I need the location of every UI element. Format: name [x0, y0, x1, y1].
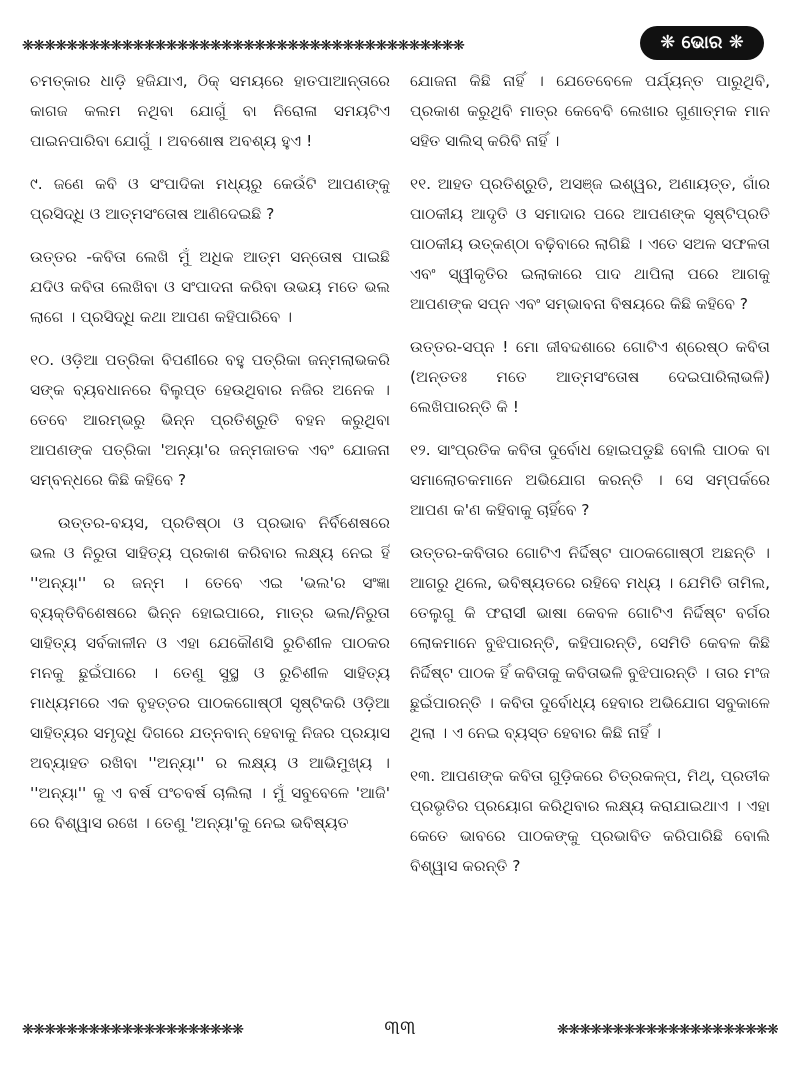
left-column	[30, 66, 390, 976]
answer-11: ଉତ୍ତର-ସପ୍ନ ! ମୋ ଜୀବଦ୍ଦଶାରେ ଗୋଟିଏ ଶ୍ରେଷ୍ଠ କବିତା (ଅନ୍ତତଃ ମତେ ଆତ୍ମସଂତୋଷ ଦେଇପାରିଲାଭଳି) ଲେଖିପାରନ୍ତି କି !	[410, 338, 770, 416]
question-11: ୧୧. ଆହତ ପ୍ରତିଶ୍ରୁତି, ଅସଞ୍ଜ ଇଶ୍ୱର, ଅଣାୟତ୍ତ, ଗାଁର ପାଠକୀୟ ଆଦୃତି ଓ ସମାଦାର ପରେ ଆପଣଙ୍କ ସୃଷ୍ଟିପ୍ରତି ପାଠକୀୟ ଉତ୍କଣ୍ଠା ବଢ଼ିବାରେ ଲାଗିଛି । ଏତେ ସଅଳ ସଫଳତା ଏବଂ ସ୍ୱୀକୃତିର ଇଲାକାରେ ପାଦ ଥାପିଲା ପରେ ଆଗକୁ ଆପଣଙ୍କ ସପ୍ନ ଏବଂ ସମ୍ଭାବନା ବିଷୟରେ କିଛି କହିବେ ?	[410, 175, 770, 313]
page-footer	[22, 1012, 778, 1042]
article-columns	[30, 66, 770, 976]
paragraph: ଯୋଜନା କିଛି ନାହିଁ । ଯେତେବେଳେ ପର୍ଯ୍ୟନ୍ତ ପାରୁଥିବି, ପ୍ରକାଶ କରୁଥିବି ମାତ୍ର କେବେବି ଲେଖାର ଗୁଣାତ୍ମକ ମାନ ସହିତ ସାଲିସ୍ କରିବି ନାହିଁ ।	[410, 72, 770, 150]
question-13: ୧୩. ଆପଣଙ୍କ କବିତା ଗୁଡ଼ିକରେ ଚିତ୍ରକଳ୍ପ, ମିଥ୍, ପ୍ରତୀକ ପ୍ରଭୃତିର ପ୍ରୟୋଗ କରିଥିବାର ଲକ୍ଷ୍ୟ କରାଯାଇଥାଏ । ଏହା କେତେ ଭାବରେ ପାଠକଙ୍କୁ ପ୍ରଭାବିତ କରିପାରିଛି ବୋଲି ବିଶ୍ୱାସ କରନ୍ତି ?	[410, 767, 770, 875]
footer-border-left: ❋❋❋❋❋❋❋❋❋❋❋❋❋❋❋❋❋❋❋❋	[22, 1015, 243, 1039]
question-10: ୧୦. ଓଡ଼ିଆ ପତ୍ରିକା ବିପଣୀରେ ବହୁ ପତ୍ରିକା ଜନ୍ମଲାଭକରି ସଙ୍କ ବ୍ୟବଧାନରେ ବିଲୁପ୍ତ ହେଉଥିବାର ନଜିର ଅନେକ । ତେବେ ଆରମ୍ଭରୁ ଭିନ୍ନ ପ୍ରତିଶ୍ରୁତି ବହନ କରୁଥିବା ଆପଣଙ୍କ ପତ୍ରିକା 'ଅନ୍ୟା'ର ଜନ୍ମଜାତକ ଏବଂ ଯୋଜନା ସମ୍ବନ୍ଧରେ କିଛି କହିବେ ?	[30, 351, 390, 489]
section-title-badge: ❋ ଭୋର ❋	[640, 26, 764, 60]
footer-border-right: ❋❋❋❋❋❋❋❋❋❋❋❋❋❋❋❋❋❋❋❋	[557, 1015, 778, 1039]
answer-10: ଉତ୍ତର-ବୟସ, ପ୍ରତିଷ୍ଠା ଓ ପ୍ରଭାବ ନିର୍ବିଶେଷରେ ଭଲ ଓ ନିରୁତା ସାହିତ୍ୟ ପ୍ରକାଶ କରିବାର ଲକ୍ଷ୍ୟ ନେଇ ହିଁ ''ଅନ୍ୟା'' ର ଜନ୍ମ । ତେବେ ଏଇ 'ଭଲ'ର ସଂଜ୍ଞା ବ୍ୟକ୍ତିବିଶେଷରେ ଭିନ୍ନ ହୋଇପାରେ, ମାତ୍ର ଭଲ/ନିରୁତା ସାହିତ୍ୟ ସର୍ବକାଳୀନ ଓ ଏହା ଯେକୌଣସି ରୁଚିଶୀଳ ପାଠକର ମନକୁ ଛୁଇଁପାରେ । ତେଣୁ ସୁସ୍ଥ ଓ ରୁଚିଶୀଳ ସାହିତ୍ୟ ମାଧ୍ୟମରେ ଏକ ବୃହତ୍ତର ପାଠକଗୋଷ୍ଠୀ ସୃଷ୍ଟିକରି ଓଡ଼ିଆ ସାହିତ୍ୟର ସମୃଦ୍ଧି ଦିଗରେ ଯତ୍ନବାନ୍ ହେବାକୁ ନିଜର ପ୍ରୟାସ ଅବ୍ୟାହତ ରଖିବା ''ଅନ୍ୟା'' ର ଲକ୍ଷ୍ୟ ଓ ଆଭିମୁଖ୍ୟ । ''ଅନ୍ୟା'' କୁ ଏ ବର୍ଷ ପଂଚବର୍ଷ ଚାଲିଲା । ମୁଁ ସବୁବେଳେ 'ଆଜି' ରେ ବିଶ୍ୱାସ ରଖେ । ତେଣୁ 'ଅନ୍ୟା'କୁ ନେଇ ଭବିଷ୍ୟତ	[30, 514, 390, 832]
question-12: ୧୨. ସାଂପ୍ରତିକ କବିତା ଦୁର୍ବୋଧ ହୋଇପଡୁଛି ବୋଲି ପାଠକ ବା ସମାଲୋଚକମାନେ ଅଭିଯୋଗ କରନ୍ତି । ସେ ସମ୍ପର୍କରେ ଆପଣ କ'ଣ କହିବାକୁ ଚାହିଁବେ ?	[410, 441, 770, 519]
answer-12: ଉତ୍ତର-କବିତାର ଗୋଟିଏ ନିର୍ଦ୍ଦିଷ୍ଟ ପାଠକଗୋଷ୍ଠୀ ଅଛନ୍ତି । ଆଗରୁ ଥିଲେ, ଭବିଷ୍ୟତରେ ରହିବେ ମଧ୍ୟ । ଯେମିତି ତାମିଲ, ତେଲୁଗୁ କି ଫରାସୀ ଭାଷା କେବଳ ଗୋଟିଏ ନିର୍ଦ୍ଦିଷ୍ଟ ବର୍ଗର ଲୋକମାନେ ବୁଝିପାରନ୍ତି, କହିପାରନ୍ତି, ସେମିତି କେବଳ କିଛି ନିର୍ଦ୍ଦିଷ୍ଟ ପାଠକ ହିଁ କବିତାକୁ କବିତାଭଳି ବୁଝିପାରନ୍ତି । ତାର ମଂଜ ଛୁଇଁପାରନ୍ତି । କବିତା ଦୁର୍ବୋଧ୍ୟ ହେବାର ଅଭିଯୋଗ ସବୁକାଳେ ଥିଲା । ଏ ନେଇ ବ୍ୟସ୍ତ ହେବାର କିଛି ନାହିଁ ।	[410, 544, 770, 742]
right-column	[410, 66, 770, 976]
answer-9: ଉତ୍ତର -କବିତା ଲେଖି ମୁଁ ଅଧିକ ଆତ୍ମ ସନ୍ତୋଷ ପାଇଛି ଯଦିଓ କବିତା ଲେଖିବା ଓ ସଂପାଦନା କରିବା ଉଭୟ ମତେ ଭଲ ଲାଗେ । ପ୍ରସିଦ୍ଧି କଥା ଆପଣ କହିପାରିବେ ।	[30, 248, 390, 326]
paragraph: ଚମତ୍କାର ଧାଡ଼ି ହଜିଯାଏ, ଠିକ୍ ସମୟରେ ହାତପାଆନ୍ତାରେ କାଗଜ କଲମ ନଥିବା ଯୋଗୁଁ ବା ନିରୋଳା ସମୟଟିଏ ପାଇନପାରିବା ଯୋଗୁଁ । ଅବଶୋଷ ଅବଶ୍ୟ ହୁଏ !	[30, 72, 390, 150]
question-9: ୯. ଜଣେ କବି ଓ ସଂପାଦିକା ମଧ୍ୟରୁ କେଉଁଟି ଆପଣଙ୍କୁ ପ୍ରସିଦ୍ଧି ଓ ଆତ୍ମସଂତୋଷ ଆଣିଦେଇଛି ?	[30, 175, 390, 223]
top-decorative-border: ❋❋❋❋❋❋❋❋❋❋❋❋❋❋❋❋❋❋❋❋❋❋❋❋❋❋❋❋❋❋❋❋❋❋❋❋❋❋❋❋	[22, 31, 464, 55]
page-number: ୩୩	[384, 1015, 416, 1039]
